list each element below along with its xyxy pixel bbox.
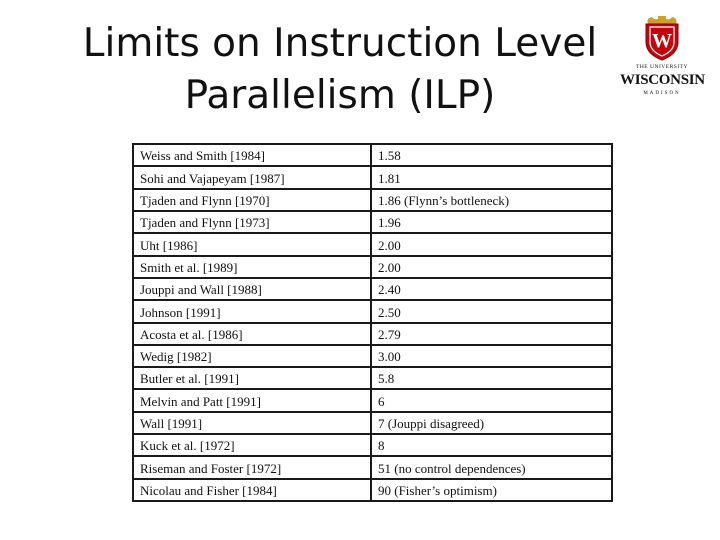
table-row [133, 233, 612, 255]
study-cell: Kuck et al. [1972] [133, 434, 371, 456]
ilp-value-cell: 2.79 [371, 323, 612, 345]
study-cell: Uht [1986] [133, 233, 371, 255]
ilp-value-cell: 51 (no control dependences) [371, 456, 612, 478]
logo-line-2: WISCONSIN [620, 72, 705, 88]
study-cell: Johnson [1991] [133, 300, 371, 322]
crest-icon [642, 14, 682, 62]
table-row [133, 256, 612, 278]
study-cell: Wedig [1982] [133, 345, 371, 367]
ilp-value-cell: 1.58 [371, 144, 612, 166]
logo-line-3: MADISON [643, 91, 681, 96]
table-row [133, 300, 612, 322]
ilp-value-cell: 5.8 [371, 367, 612, 389]
crest-letter: W [652, 30, 672, 52]
ilp-value-cell: 2.00 [371, 233, 612, 255]
table-row [133, 345, 612, 367]
study-cell: Wall [1991] [133, 412, 371, 434]
study-cell: Riseman and Foster [1972] [133, 456, 371, 478]
ilp-value-cell: 8 [371, 434, 612, 456]
ilp-value-cell: 7 (Jouppi disagreed) [371, 412, 612, 434]
title-line-1: Limits on Instruction Level [82, 21, 598, 66]
university-logo [620, 14, 704, 98]
ilp-limits-table [132, 143, 613, 502]
ilp-value-cell: 1.96 [371, 211, 612, 233]
study-cell: Jouppi and Wall [1988] [133, 278, 371, 300]
table-row [133, 434, 612, 456]
study-cell: Butler et al. [1991] [133, 367, 371, 389]
table-row [133, 166, 612, 188]
table-row [133, 412, 612, 434]
ilp-value-cell: 2.40 [371, 278, 612, 300]
study-cell: Nicolau and Fisher [1984] [133, 479, 371, 501]
table-row [133, 144, 612, 166]
study-cell: Weiss and Smith [1984] [133, 144, 371, 166]
table-row [133, 367, 612, 389]
ilp-value-cell: 2.00 [371, 256, 612, 278]
title-line-2: Parallelism (ILP) [184, 73, 496, 118]
ilp-value-cell: 3.00 [371, 345, 612, 367]
ilp-value-cell: 2.50 [371, 300, 612, 322]
table-row [133, 211, 612, 233]
study-cell: Acosta et al. [1986] [133, 323, 371, 345]
table-row [133, 323, 612, 345]
study-cell: Melvin and Patt [1991] [133, 389, 371, 411]
ilp-value-cell: 1.81 [371, 166, 612, 188]
slide-title [60, 18, 620, 122]
study-cell: Sohi and Vajapeyam [1987] [133, 166, 371, 188]
table-row [133, 389, 612, 411]
study-cell: Tjaden and Flynn [1973] [133, 211, 371, 233]
study-cell: Tjaden and Flynn [1970] [133, 189, 371, 211]
study-cell: Smith et al. [1989] [133, 256, 371, 278]
ilp-table-body [133, 144, 612, 501]
logo-line-1: THE UNIVERSITY [635, 64, 689, 70]
table-row [133, 189, 612, 211]
ilp-value-cell: 90 (Fisher’s optimism) [371, 479, 612, 501]
table-row [133, 479, 612, 501]
ilp-value-cell: 6 [371, 389, 612, 411]
ilp-value-cell: 1.86 (Flynn’s bottleneck) [371, 189, 612, 211]
table-row [133, 278, 612, 300]
table-row [133, 456, 612, 478]
